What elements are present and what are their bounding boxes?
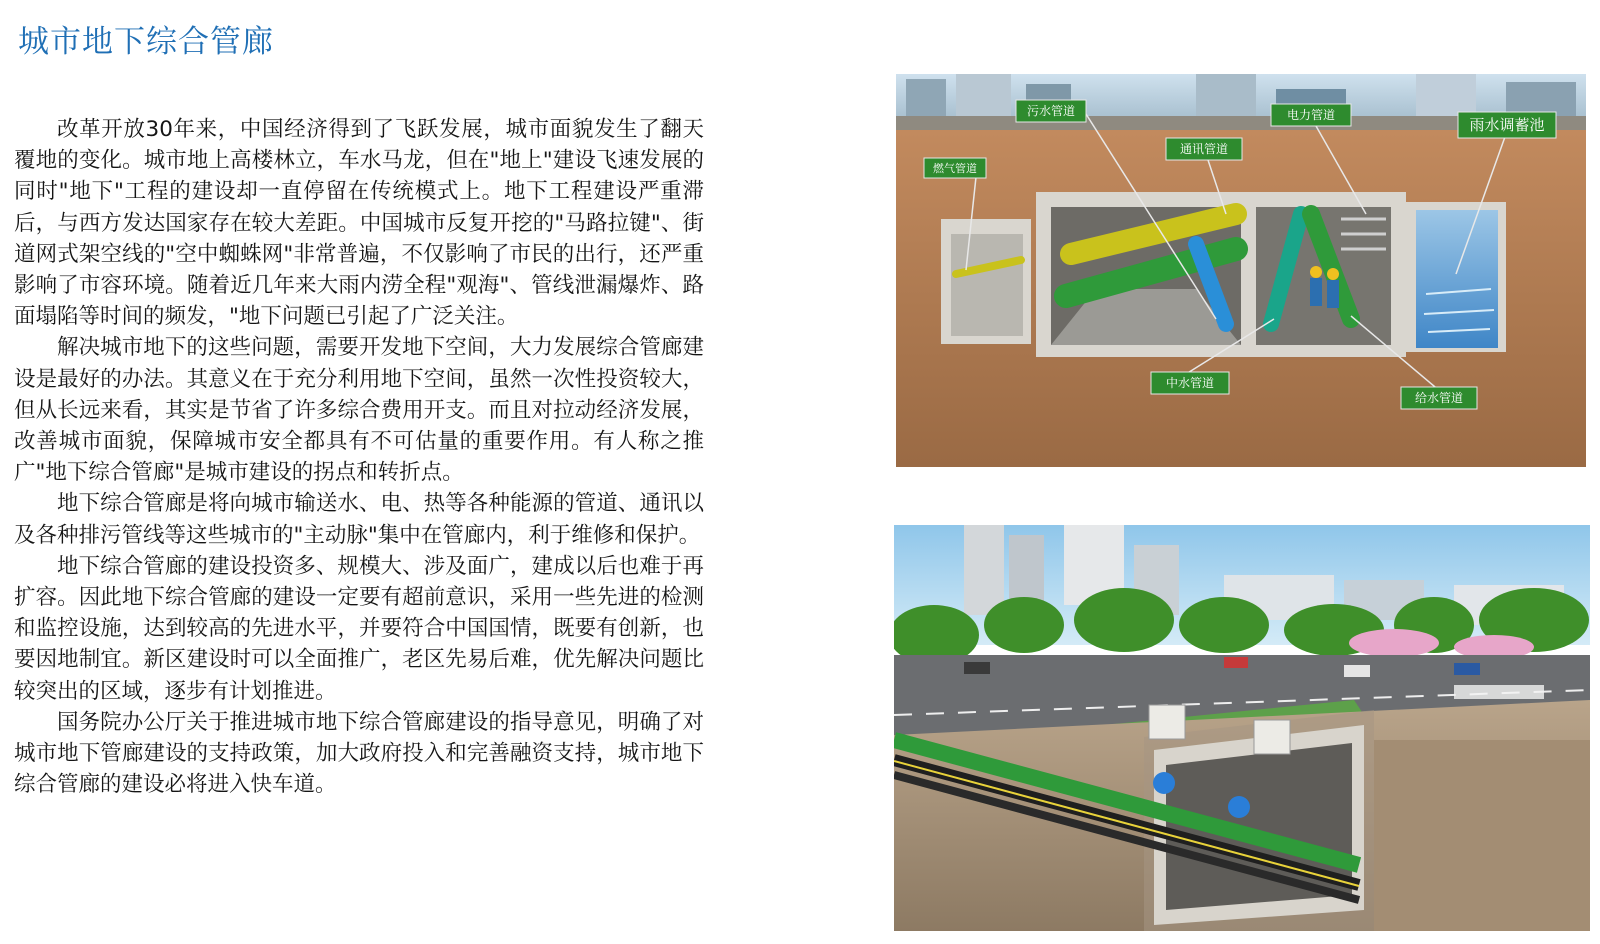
article-body [14, 114, 704, 800]
paragraph: 改革开放30年来，中国经济得到了飞跃发展，城市面貌发生了翻天覆地的变化。城市地上高楼林立，车水马龙，但在"地上"建设飞速发展的同时"地下"工程的建设却一直停留在传统模式上。地下工程建设严重滞后，与西方发达国家存在较大差距。中国城市反复开挖的"马路拉键"、街道网式架空线的"空中蜘蛛网"非常普遍，不仅影响了市民的出行，还严重影响了市容环境。随着近几年来大雨内涝全程"观海"、管线泄漏爆炸、路面塌陷等时间的频发，"地下问题已引起了广泛关注。 [14, 117, 704, 330]
paragraph: 解决城市地下的这些问题，需要开发地下空间，大力发展综合管廊建设是最好的办法。其意义在于充分利用地下空间，虽然一次性投资较大，但从长远来看，其实是节省了许多综合费用开支。而且对拉动经济发展，改善城市面貌，保障城市安全都具有不可估量的重要作用。有人称之推广"地下综合管廊"是城市建设的拐点和转折点。 [14, 335, 704, 486]
paragraph: 国务院办公厅关于推进城市地下综合管廊建设的指导意见，明确了对城市地下管廊建设的支持政策，加大政府投入和完善融资支持，城市地下综合管廊的建设必将进入快车道。 [14, 709, 704, 798]
label-power: 电力管道 [1286, 108, 1336, 122]
label-water-supply: 给水管道 [1414, 391, 1464, 405]
street-tunnel-rendering-image [894, 525, 1590, 931]
page-title: 城市地下综合管廊 [18, 24, 274, 60]
label-gas: 燃气管道 [933, 162, 977, 175]
paragraph: 地下综合管廊的建设投资多、规模大、涉及面广，建成以后也难于再扩容。因此地下综合管廊的建设一定要有超前意识，采用一些先进的检测和监控设施，达到较高的先进水平，并要符合中国国情，既要有创新，也要因地制宜。新区建设时可以全面推广，老区先易后难，优先解决问题比较突出的区域，逐步有计划推进。 [14, 553, 704, 704]
label-rain-storage: 雨水调蓄池 [1469, 116, 1545, 134]
label-sewage: 污水管道 [1026, 104, 1076, 118]
label-telecom: 通讯管道 [1179, 142, 1229, 156]
paragraph: 地下综合管廊是将向城市输送水、电、热等各种能源的管道、通讯以及各种排污管线等这些城市的"主动脉"集中在管廊内，利于维修和保护。 [14, 491, 704, 548]
tunnel-cross-section-image [896, 74, 1586, 467]
label-reclaimed-water: 中水管道 [1165, 376, 1215, 390]
